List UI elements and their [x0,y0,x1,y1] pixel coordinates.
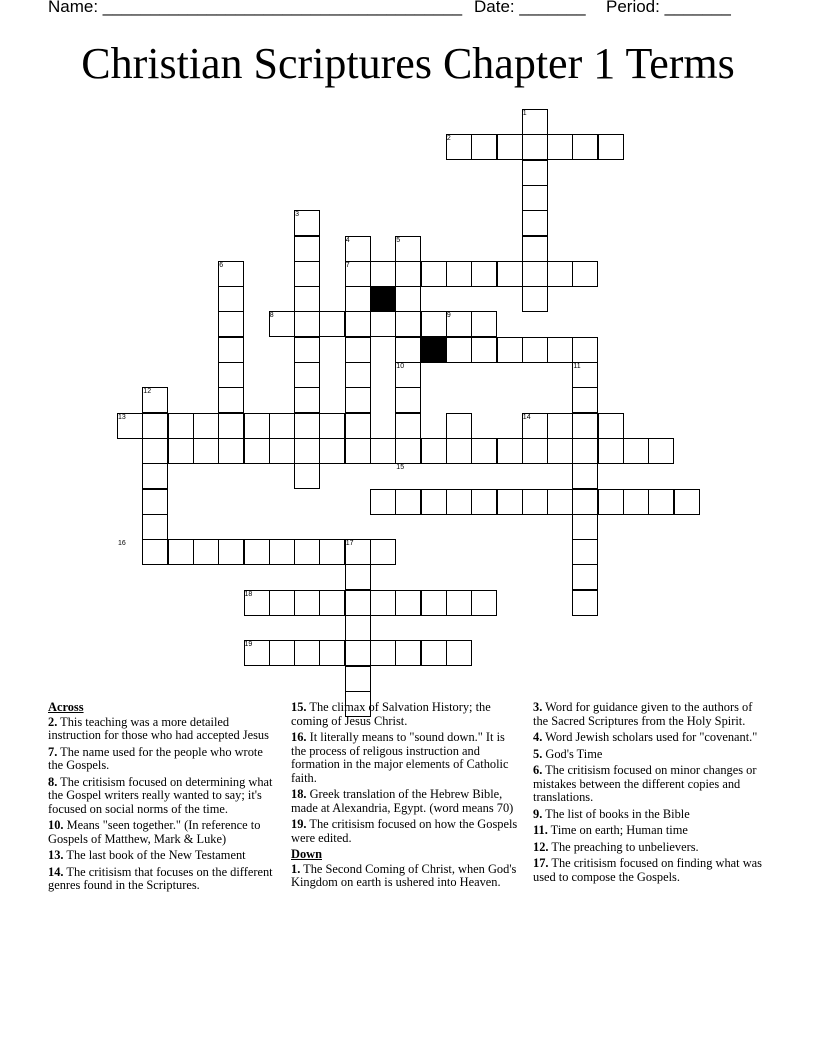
grid-cell[interactable] [421,311,447,337]
grid-cell[interactable] [395,261,421,287]
clue-number: 18. [291,787,307,801]
grid-cell[interactable] [572,337,598,363]
grid-cell[interactable] [168,438,194,464]
grid-cell[interactable] [497,261,523,287]
clue-number-label: 19 [244,641,253,649]
grid-cell[interactable] [446,413,472,439]
clue-item [48,716,280,743]
clue-item [291,731,523,785]
grid-cell[interactable] [269,438,295,464]
grid-cell[interactable] [522,286,548,312]
clue-number-label: 2 [446,135,451,143]
grid-cell[interactable] [648,438,674,464]
clue-number: 5. [533,746,543,761]
grid-cell[interactable] [572,261,598,287]
clue-text: It literally means to "sound down." It is the process of religous instruction and formation in the major elements of Catholic faith. [291,730,509,785]
clue-item [291,818,523,845]
clue-text: The list of books in the Bible [542,806,690,821]
clue-number-label: 17 [345,540,354,548]
grid-cell[interactable] [623,438,649,464]
grid-cell[interactable] [522,438,548,464]
clue-number-label: 13 [118,413,126,421]
date-field[interactable]: Date: _______ [474,0,586,16]
clue-number: 2. [48,714,58,729]
clue-text: The critisism focused on determining what the Gospel writers really wanted to say; it's focused on social norms of the time. [48,774,273,816]
grid-cell[interactable] [471,261,497,287]
grid-cell[interactable] [547,489,573,515]
clue-number: 7. [48,744,58,759]
down-clue-list-continued [533,701,765,884]
grid-cell[interactable] [142,514,168,540]
clue-text: The critisism focused on minor changes or mistakes between the different copies and translations. [533,763,757,804]
grid-cell[interactable] [471,311,497,337]
grid-cell[interactable] [319,311,345,337]
grid-cell[interactable] [522,210,548,236]
grid-cell[interactable] [142,463,168,489]
grid-cell[interactable] [598,489,624,515]
grid-cell[interactable] [142,489,168,515]
grid-cell[interactable] [345,564,371,590]
grid-cell[interactable] [218,539,244,565]
clue-number-label: 14 [522,413,531,421]
grid-cell[interactable] [598,134,624,160]
across-clue-list [48,716,280,893]
clue-number: 19. [291,817,307,831]
grid-cell[interactable] [218,362,244,388]
clue-item [48,776,280,817]
grid-cell[interactable] [319,539,345,565]
grid-cell[interactable] [294,438,320,464]
grid-cell[interactable] [471,590,497,616]
across-clue-list-continued [291,701,523,845]
grid-cell[interactable] [421,640,447,666]
grid-cell[interactable] [218,286,244,312]
clue-item [291,863,523,890]
clue-number-label: 4 [345,236,350,244]
grid-cell[interactable] [218,311,244,337]
grid-cell[interactable] [623,489,649,515]
period-field[interactable]: Period: _______ [606,0,731,16]
grid-cell[interactable] [345,413,371,439]
grid-cell[interactable] [319,413,345,439]
grid-cell[interactable] [345,666,371,692]
grid-cell[interactable] [395,590,421,616]
clue-item [533,701,765,728]
grid-cell[interactable] [345,387,371,413]
clue-item [533,748,765,762]
grid-cell[interactable] [345,311,371,337]
clue-text: The critisism focused on finding what was used to compose the Gospels. [533,856,762,884]
clue-item [48,866,280,893]
grid-cell[interactable] [193,438,219,464]
grid-cell[interactable] [345,615,371,641]
grid-cell[interactable] [446,438,472,464]
clue-number-label: 18 [244,590,253,598]
clue-text: Word Jewish scholars used for "covenant." [542,730,758,744]
grid-cell[interactable] [294,539,320,565]
clue-item [533,808,765,822]
grid-cell[interactable] [345,337,371,363]
grid-cell[interactable] [294,286,320,312]
clue-number: 1. [291,861,301,876]
grid-cell[interactable] [345,286,371,312]
grid-cell[interactable] [345,438,371,464]
clue-text: This teaching was a more detailed instruction for those who had accepted Jesus [48,714,269,742]
grid-cell[interactable] [294,311,320,337]
grid-cell[interactable] [572,564,598,590]
grid-cell[interactable] [319,438,345,464]
grid-cell[interactable] [294,387,320,413]
grid-cell[interactable] [522,261,548,287]
clue-item [291,788,523,815]
grid-cell[interactable] [244,438,270,464]
clue-number-label: 11 [573,363,581,370]
grid-cell[interactable] [370,489,396,515]
clue-text: The critisism focused on how the Gospels were edited. [291,817,518,845]
grid-cell[interactable] [572,539,598,565]
clue-number-label: 1 [522,110,527,117]
grid-cell[interactable] [572,438,598,464]
grid-cell[interactable] [674,489,700,515]
grid-cell[interactable] [370,640,396,666]
clue-number-label: 7 [345,261,350,269]
clue-number: 14. [48,864,64,879]
clue-number: 6. [533,763,543,777]
grid-cell[interactable] [522,160,548,186]
grid-cell[interactable] [497,438,523,464]
clue-item [533,731,765,745]
grid-cell[interactable] [294,413,320,439]
grid-cell[interactable] [218,438,244,464]
clue-number-label: 5 [396,236,401,244]
clue-number-label: 16 [118,540,126,548]
clue-number: 10. [48,818,64,832]
clue-text: The last book of the New Testament [63,848,246,862]
grid-cell[interactable] [395,286,421,312]
clue-number: 13. [48,848,64,862]
grid-cell[interactable] [446,640,472,666]
clues-column-3 [533,701,765,887]
grid-cell[interactable] [345,640,371,666]
grid-cell[interactable] [547,261,573,287]
clue-number: 12. [533,839,549,854]
clues-column-2 [291,701,523,893]
grid-cell[interactable] [142,413,168,439]
grid-cell[interactable] [522,134,548,160]
grid-cell[interactable] [345,590,371,616]
grid-cell[interactable] [547,438,573,464]
clue-text: God's Time [542,746,603,761]
clue-item [48,746,280,773]
name-field[interactable]: Name: ______________________________________ [48,0,463,16]
clue-item [291,701,523,728]
grid-cell[interactable] [446,489,472,515]
grid-cell[interactable] [395,489,421,515]
clue-number: 16. [291,730,307,744]
grid-cell[interactable] [547,134,573,160]
clue-text: Greek translation of the Hebrew Bible, made at Alexandria, Egypt. (word means 70) [291,787,514,815]
grid-cell[interactable] [395,387,421,413]
grid-cell[interactable] [522,337,548,363]
grid-cell[interactable] [370,438,396,464]
clue-text: Means "seen together." (In reference to Gospels of Matthew, Mark & Luke) [48,818,261,846]
grid-cell[interactable] [193,539,219,565]
grid-cell[interactable] [421,489,447,515]
grid-cell[interactable] [142,438,168,464]
grid-cell[interactable] [319,590,345,616]
grid-cell[interactable] [471,489,497,515]
grid-cell[interactable] [218,413,244,439]
grid-cell[interactable] [294,590,320,616]
grid-cell[interactable] [370,590,396,616]
clue-number-label: 15 [396,464,405,472]
clue-number-label: 12 [143,388,152,396]
grid-cell[interactable] [421,438,447,464]
grid-cell[interactable] [598,413,624,439]
clue-number-label: 10 [396,363,405,370]
clue-text: The Second Coming of Christ, when God's Kingdom on earth is ushered into Heaven. [291,861,517,889]
clue-item [48,849,280,863]
grid-cell[interactable] [648,489,674,515]
clue-text: The climax of Salvation History; the coming of Jesus Christ. [291,700,491,728]
grid-cell[interactable] [294,362,320,388]
grid-cell[interactable] [395,311,421,337]
grid-cell[interactable] [370,311,396,337]
grid-cell[interactable] [446,590,472,616]
grid-cell[interactable] [497,337,523,363]
grid-cell[interactable] [218,387,244,413]
clue-item [533,764,765,805]
page-title: Christian Scriptures Chapter 1 Terms [81,39,735,88]
grid-cell[interactable] [244,413,270,439]
grid-cell[interactable] [345,362,371,388]
grid-cell[interactable] [471,134,497,160]
clues-column-1 [48,701,280,896]
grid-cell[interactable] [395,640,421,666]
grid-cell[interactable] [572,590,598,616]
clue-number: 17. [533,856,549,870]
grid-cell[interactable] [395,413,421,439]
clue-number-label: 8 [269,312,274,320]
black-cell [421,337,447,363]
grid-cell[interactable] [547,413,573,439]
grid-cell[interactable] [294,261,320,287]
grid-cell[interactable] [142,539,168,565]
down-heading: Down [291,847,322,861]
clue-number: 4. [533,730,543,744]
grid-cell[interactable] [244,539,270,565]
grid-cell[interactable] [471,337,497,363]
grid-cell[interactable] [446,337,472,363]
clue-number-label: 3 [295,211,299,219]
clue-item [533,857,765,884]
grid-cell[interactable] [269,590,295,616]
grid-cell[interactable] [572,134,598,160]
grid-cell[interactable] [421,261,447,287]
grid-cell[interactable] [572,463,598,489]
clue-number: 9. [533,806,543,821]
grid-cell[interactable] [497,134,523,160]
grid-cell[interactable] [269,413,295,439]
grid-cell[interactable] [294,640,320,666]
clue-number: 3. [533,700,543,714]
grid-cell[interactable] [218,337,244,363]
clue-text: The name used for the people who wrote the Gospels. [48,744,263,772]
clue-item [48,819,280,846]
clue-number-label: 9 [446,312,451,320]
grid-cell[interactable] [572,387,598,413]
grid-cell[interactable] [168,539,194,565]
across-heading: Across [48,700,84,714]
grid-cell[interactable] [269,640,295,666]
clue-number: 11. [533,823,548,837]
grid-cell[interactable] [370,261,396,287]
grid-cell[interactable] [370,539,396,565]
grid-cell[interactable] [497,489,523,515]
grid-cell[interactable] [193,413,219,439]
grid-cell[interactable] [572,489,598,515]
clue-text: Time on earth; Human time [547,823,688,837]
clue-text: Word for guidance given to the authors of the Sacred Scriptures from the Holy Spirit. [533,700,753,728]
grid-cell[interactable] [522,185,548,211]
grid-cell[interactable] [572,413,598,439]
grid-cell[interactable] [294,236,320,262]
grid-cell[interactable] [598,438,624,464]
grid-cell[interactable] [294,463,320,489]
grid-cell[interactable] [446,261,472,287]
grid-cell[interactable] [522,236,548,262]
grid-cell[interactable] [572,514,598,540]
clue-item [533,841,765,855]
clue-number: 15. [291,700,307,714]
clue-item [533,824,765,838]
grid-cell[interactable] [269,539,295,565]
grid-cell[interactable] [522,489,548,515]
clue-number: 8. [48,774,58,789]
grid-cell[interactable] [421,590,447,616]
grid-cell[interactable] [168,413,194,439]
grid-cell[interactable] [294,337,320,363]
clue-number-label: 6 [219,261,224,269]
down-clue-list [291,863,523,890]
black-cell [370,286,396,312]
clue-text: The preaching to unbelievers. [548,839,699,854]
grid-cell[interactable] [319,640,345,666]
grid-cell[interactable] [395,438,421,464]
grid-cell[interactable] [547,337,573,363]
grid-cell[interactable] [395,337,421,363]
grid-cell[interactable] [471,438,497,464]
clue-text: The critisism that focuses on the different genres found in the Scriptures. [48,864,273,892]
